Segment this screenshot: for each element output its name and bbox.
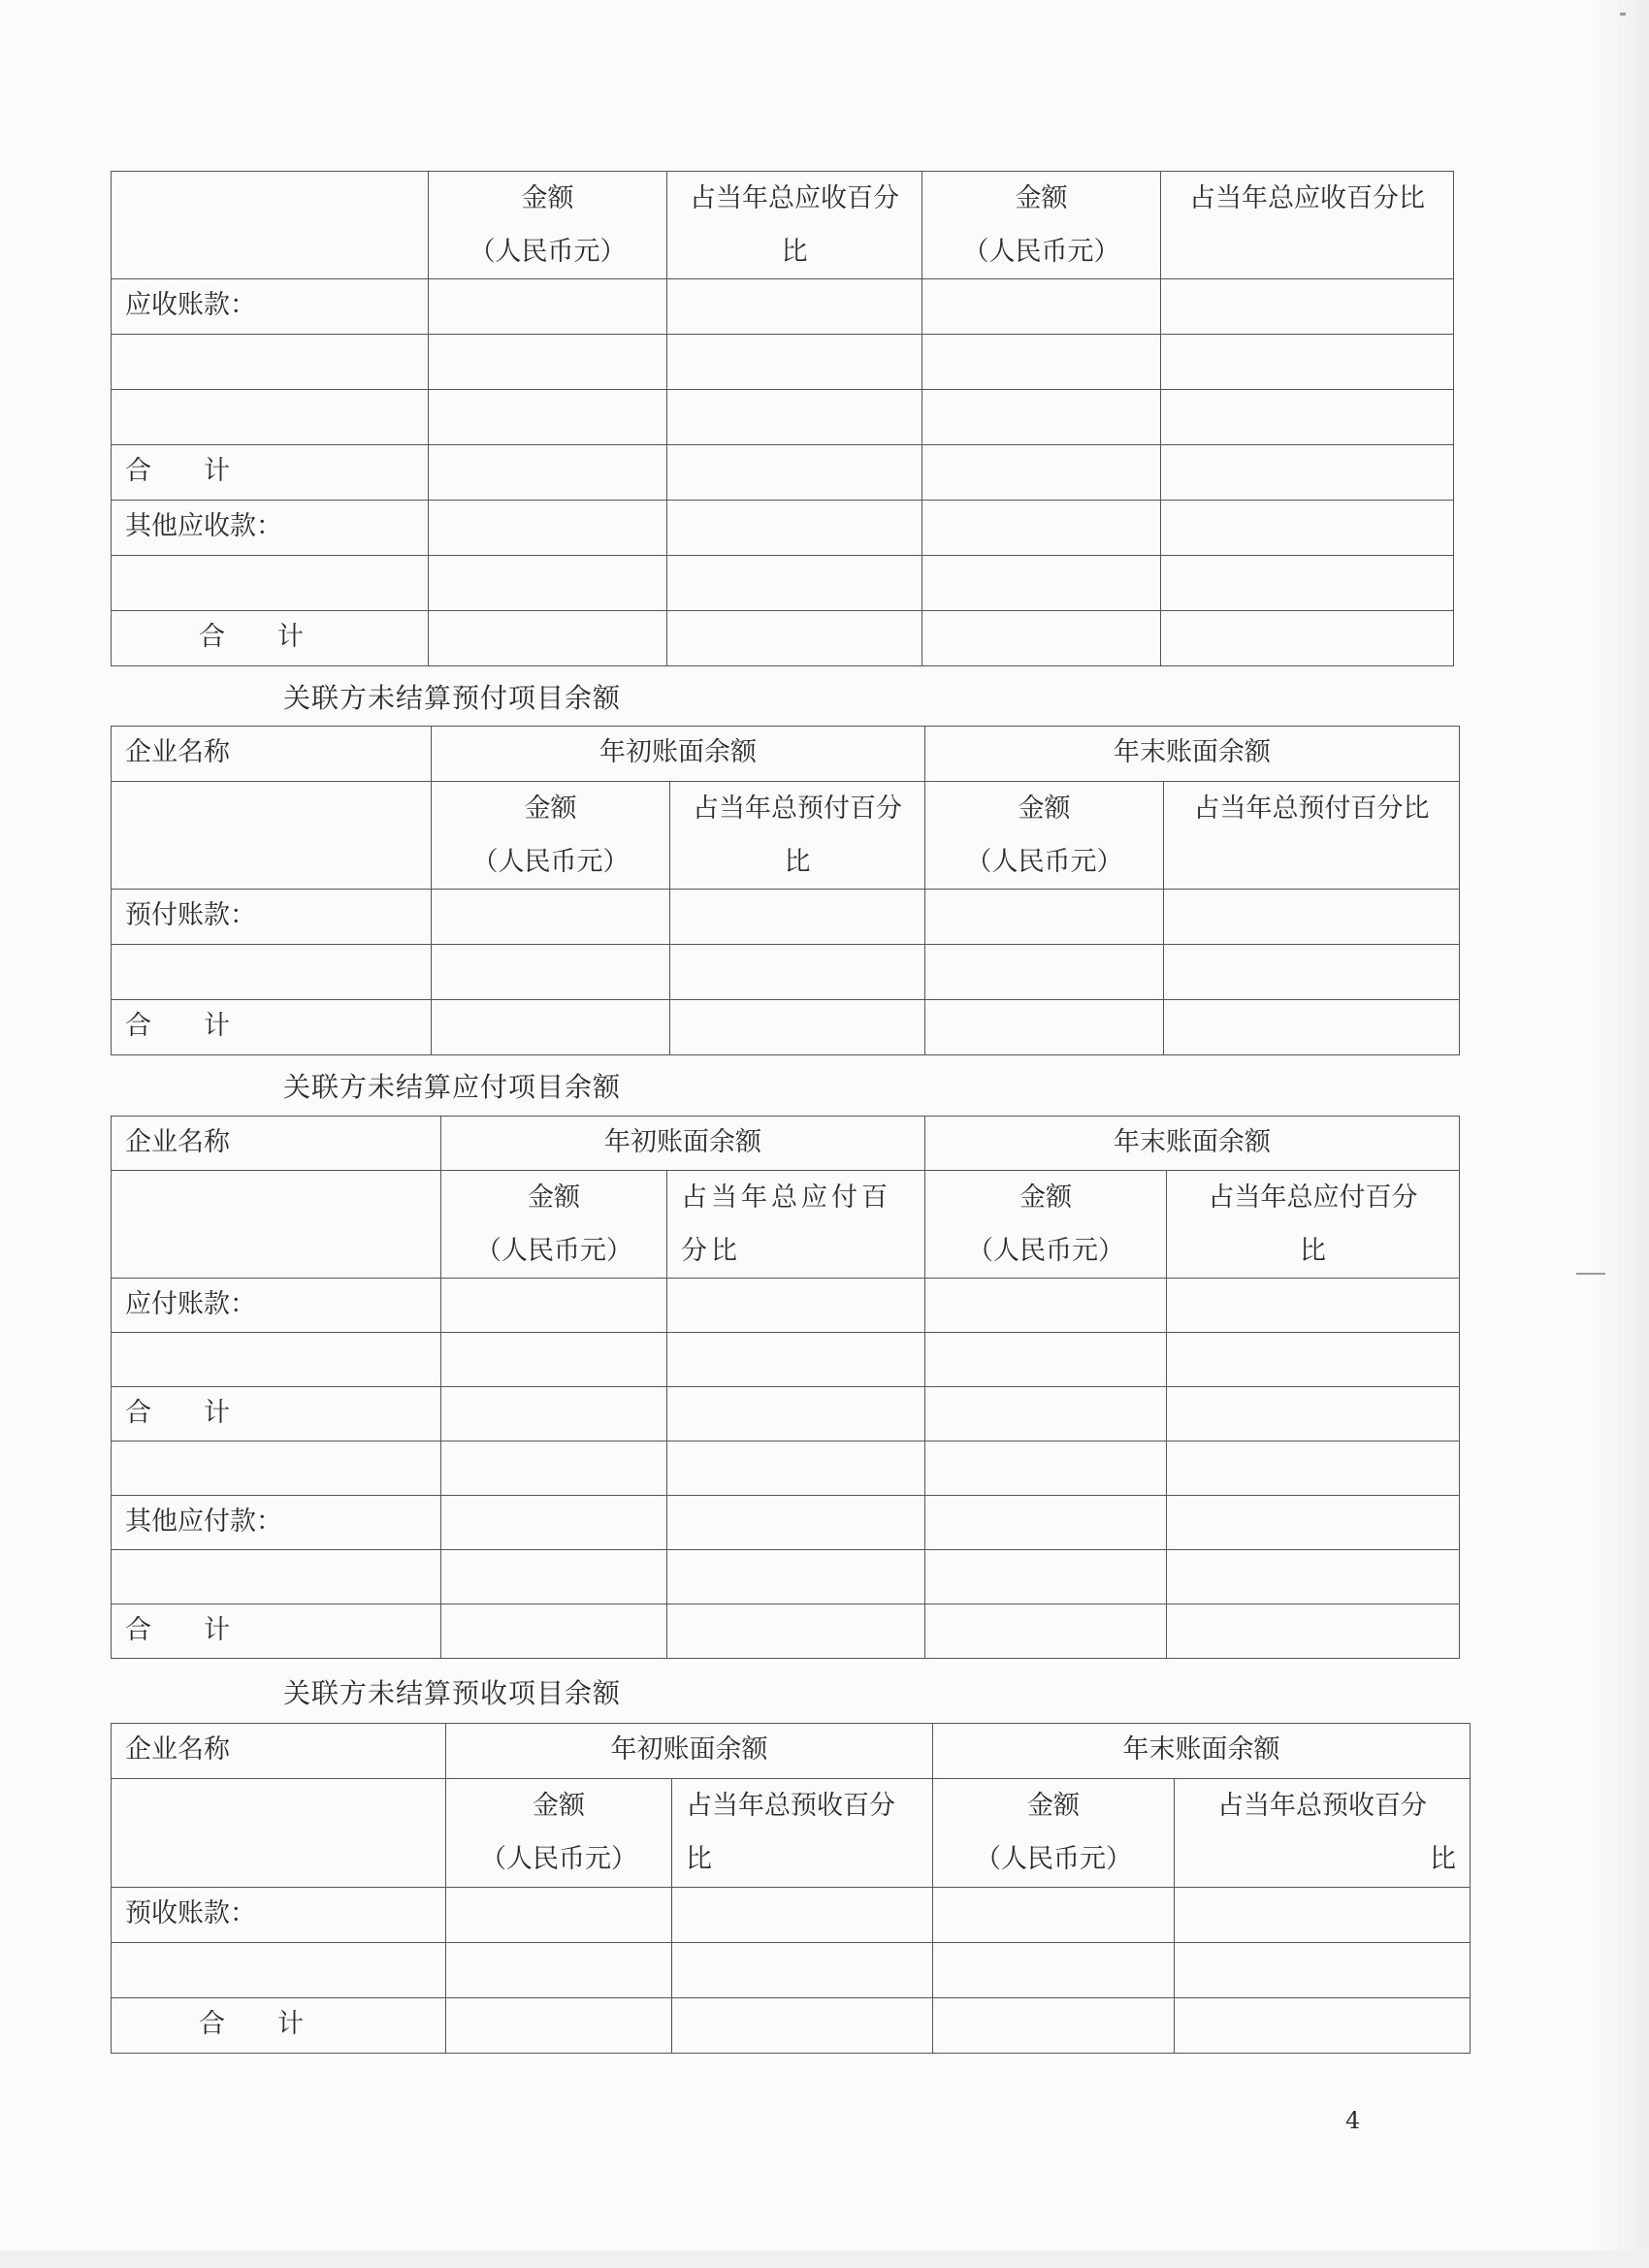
table-header-row (112, 1117, 1460, 1171)
begin-amount-header: 金额 （人民币元） (432, 782, 670, 890)
row-label-total: 合 计 (112, 1000, 432, 1055)
prepaid-table (111, 726, 1460, 1055)
end-amount-header: 金额 （人民币元） (933, 1779, 1175, 1888)
table-header-row (112, 782, 1460, 890)
begin-balance-header: 年初账面余额 (441, 1117, 925, 1171)
company-name-header: 企业名称 (112, 1117, 441, 1171)
table-header-row (112, 727, 1460, 782)
begin-percent-header: 占当年总预收百分 比 (672, 1779, 933, 1888)
begin-balance-header: 年初账面余额 (446, 1724, 933, 1779)
scan-speck (1576, 1273, 1605, 1275)
row-label-other-payable: 其他应付款： (112, 1496, 441, 1550)
begin-balance-header: 年初账面余额 (432, 727, 925, 782)
blank-cell (112, 1779, 446, 1888)
table-row (112, 1998, 1471, 2054)
scan-bottom-edge (0, 2251, 1649, 2268)
payable-heading: 关联方未结算应付项目余额 (283, 1071, 622, 1103)
table-row (112, 1000, 1460, 1055)
table-row (112, 1943, 1471, 1998)
table-header-row (112, 1779, 1471, 1888)
end-amount-header: 金额 （人民币元） (922, 172, 1161, 279)
row-label-total: 合 计 (112, 445, 429, 501)
receivables-table (111, 171, 1454, 666)
blank-cell (112, 1171, 441, 1279)
begin-percent-header: 占当年总应付百 分比 (667, 1171, 925, 1279)
row-label-payable: 应付账款： (112, 1279, 441, 1333)
row-label-other-receivable: 其他应收款： (112, 501, 429, 556)
table-row (112, 945, 1460, 1000)
table-row (112, 1604, 1460, 1659)
row-label-total: 合 计 (112, 1604, 441, 1659)
begin-percent-header: 占当年总预付百分 比 (670, 782, 925, 890)
table-row (112, 501, 1454, 556)
row-label-total: 合 计 (112, 1998, 446, 2054)
end-balance-header: 年末账面余额 (925, 727, 1460, 782)
prepaid-heading: 关联方未结算预付项目余额 (283, 682, 622, 714)
table-header-row (112, 1171, 1460, 1279)
table-row (112, 1496, 1460, 1550)
row-label-receivable: 应收账款： (112, 279, 429, 335)
end-balance-header: 年末账面余额 (925, 1117, 1460, 1171)
end-percent-header: 占当年总预收百分 比 (1175, 1779, 1471, 1888)
table-header-row (112, 172, 1454, 279)
table-row (112, 1333, 1460, 1387)
table-row (112, 1888, 1471, 1943)
table-row (112, 890, 1460, 945)
row-label-total: 合 计 (112, 611, 429, 666)
table-row (112, 1279, 1460, 1333)
end-percent-header: 占当年总应付百分 比 (1167, 1171, 1460, 1279)
table-row (112, 390, 1454, 445)
end-amount-header: 金额 （人民币元） (925, 782, 1164, 890)
scan-speck (1620, 13, 1626, 16)
end-percent-header: 占当年总应收百分比 (1161, 172, 1454, 279)
table-row (112, 556, 1454, 611)
payable-table (111, 1116, 1460, 1659)
begin-percent-header: 占当年总应收百分 比 (667, 172, 922, 279)
begin-amount-header: 金额 （人民币元） (446, 1779, 672, 1888)
table-row (112, 279, 1454, 335)
table-row (112, 1387, 1460, 1442)
begin-amount-header: 金额 （人民币元） (429, 172, 667, 279)
table-row (112, 1550, 1460, 1604)
end-percent-header: 占当年总预付百分比 (1164, 782, 1460, 890)
blank-cell (112, 782, 432, 890)
table-row (112, 1442, 1460, 1496)
table-row (112, 611, 1454, 666)
begin-amount-header: 金额 （人民币元） (441, 1171, 667, 1279)
end-balance-header: 年末账面余额 (933, 1724, 1471, 1779)
table-row (112, 445, 1454, 501)
company-name-header: 企业名称 (112, 727, 432, 782)
blank-cell (112, 172, 429, 279)
advance-table (111, 1723, 1471, 2054)
row-label-advance: 预收账款： (112, 1888, 446, 1943)
row-label-prepaid: 预付账款： (112, 890, 432, 945)
company-name-header: 企业名称 (112, 1724, 446, 1779)
row-label-total: 合 计 (112, 1387, 441, 1442)
end-amount-header: 金额 （人民币元） (925, 1171, 1167, 1279)
advance-heading: 关联方未结算预收项目余额 (283, 1677, 622, 1709)
page-number: 4 (1345, 2107, 1361, 2134)
scan-shadow-edge (1591, 0, 1649, 2268)
table-row (112, 335, 1454, 390)
table-header-row (112, 1724, 1471, 1779)
